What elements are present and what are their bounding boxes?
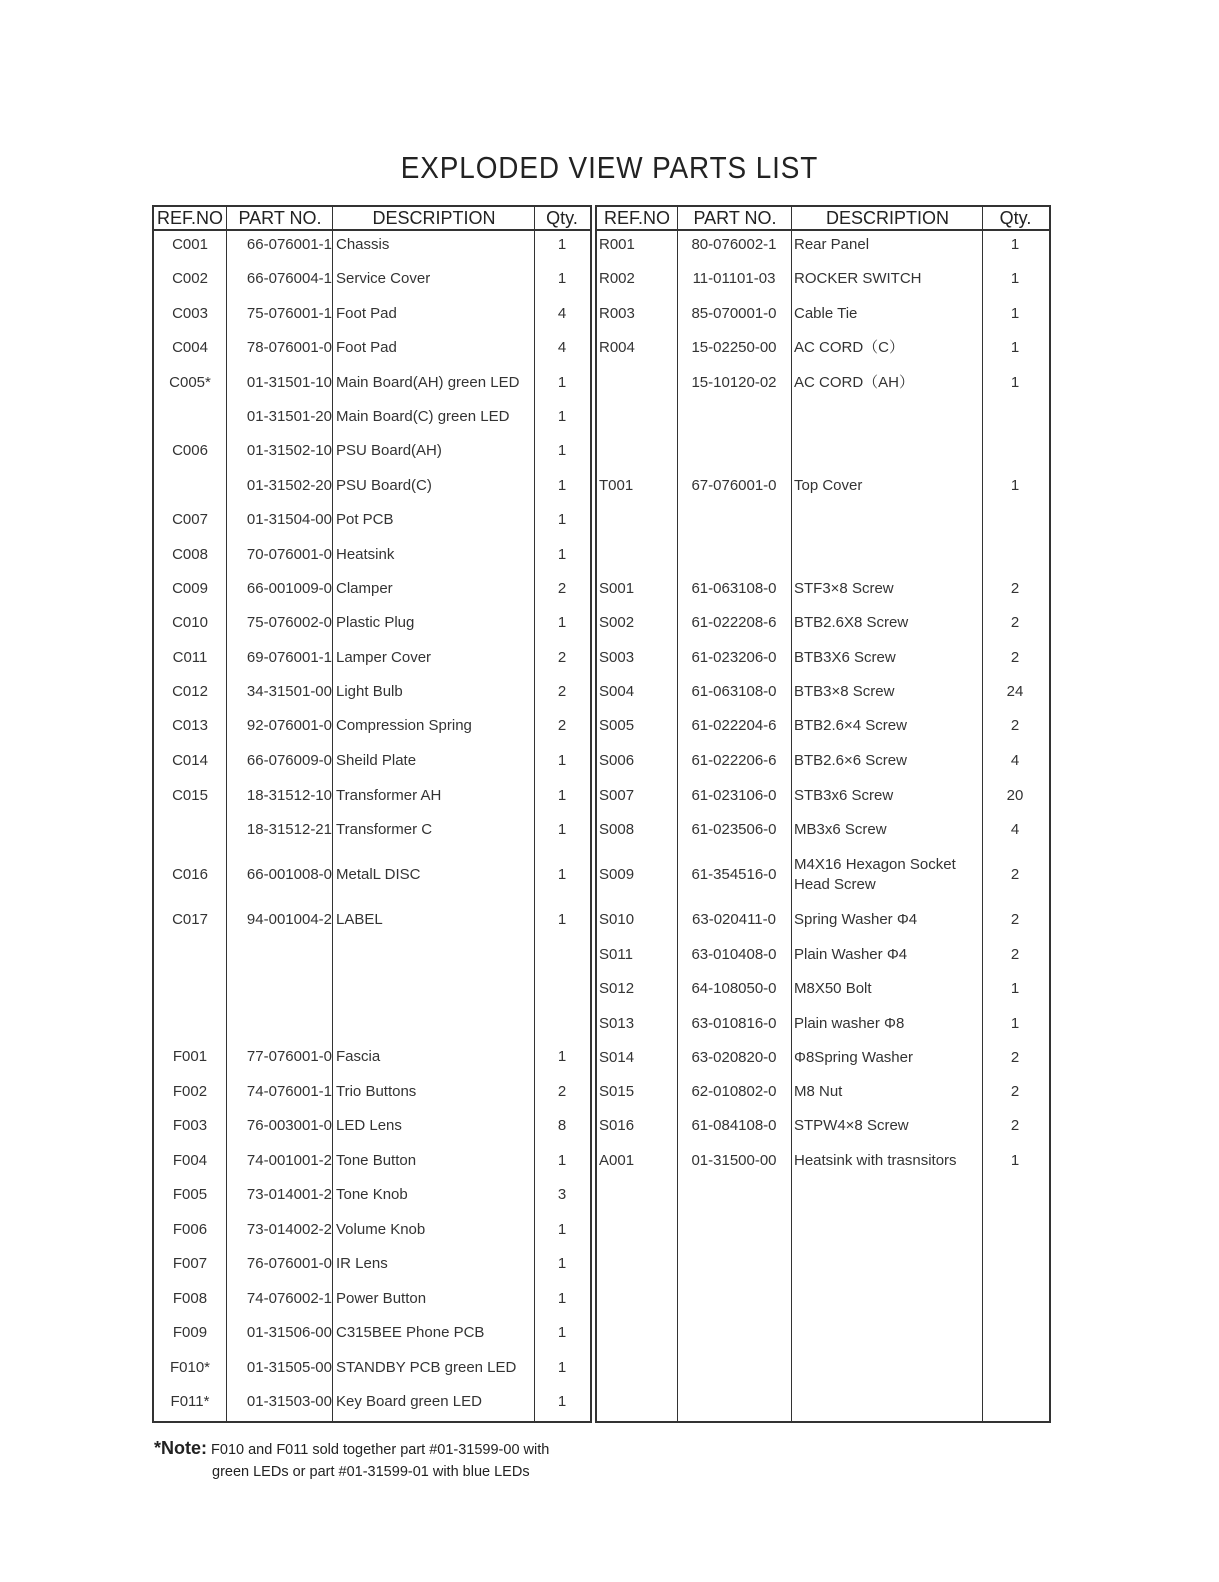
row-ref: S007: [599, 787, 635, 804]
row-desc: Main Board(AH) green LED: [336, 374, 520, 391]
row-part: 73-014001-2: [246, 1186, 332, 1203]
row-part: 63-010408-0: [691, 946, 777, 963]
row-qty: 2: [557, 1083, 567, 1100]
row-ref: [154, 476, 226, 496]
header-ref: REF.NO: [603, 208, 670, 228]
row-ref: C003: [172, 305, 208, 322]
row-qty: 1: [557, 1152, 567, 1169]
row-desc: Φ8Spring Washer: [794, 1049, 913, 1066]
row-desc: PSU Board(C): [336, 477, 432, 494]
row-ref: R004: [599, 339, 635, 356]
row-qty: 1: [557, 511, 567, 528]
row-part: 76-076001-0: [246, 1255, 332, 1272]
row-part: 61-022204-6: [691, 717, 777, 734]
row-ref: S002: [599, 614, 635, 631]
row-qty: 1: [557, 477, 567, 494]
row-qty: 2: [1010, 1083, 1020, 1100]
row-desc: Tone Button: [336, 1152, 417, 1169]
row-desc: BTB2.6×6 Screw: [794, 752, 907, 769]
row-part: 63-020820-0: [691, 1049, 777, 1066]
row-qty: 1: [557, 408, 567, 425]
row-desc: Main Board(C) green LED: [336, 408, 510, 425]
row-desc: BTB3X6 Screw: [794, 649, 896, 666]
row-ref: F011*: [170, 1393, 210, 1410]
row-desc: LED Lens: [336, 1117, 402, 1134]
row-part: 66-001008-0: [246, 866, 332, 883]
row-part: 94-001004-2: [246, 911, 332, 928]
row-part: 61-063108-0: [691, 580, 777, 597]
row-desc: Plain washer Φ8: [794, 1015, 905, 1032]
row-qty: 1: [557, 911, 567, 928]
row-part: 01-31502-10: [246, 442, 332, 459]
row-ref: [154, 820, 226, 840]
row-desc: Spring Washer Φ4: [794, 911, 918, 928]
parts-table-right: [595, 205, 1051, 1423]
row-desc: MB3x6 Screw: [794, 821, 887, 838]
row-qty: 1: [1010, 1152, 1020, 1169]
row-qty: 20: [1006, 787, 1024, 804]
row-desc: C315BEE Phone PCB: [336, 1324, 485, 1341]
row-qty: 1: [557, 787, 567, 804]
row-ref: [599, 373, 677, 393]
row-ref: S013: [599, 1015, 635, 1032]
row-qty: 1: [1010, 477, 1020, 494]
row-desc: M8X50 Bolt: [794, 980, 872, 997]
row-part: 66-076004-1: [246, 270, 332, 287]
header-qty: Qty.: [546, 208, 578, 228]
row-ref: C017: [172, 911, 208, 928]
row-desc: Cable Tie: [794, 305, 858, 322]
row-part: 75-076001-1: [246, 305, 332, 322]
row-ref: F001: [172, 1048, 208, 1065]
row-ref: C006: [172, 442, 208, 459]
row-desc: Heatsink: [336, 546, 395, 563]
row-desc: Key Board green LED: [336, 1393, 482, 1410]
row-part: 01-31506-00: [246, 1324, 332, 1341]
row-part: 78-076001-0: [246, 339, 332, 356]
row-desc: STB3x6 Screw: [794, 787, 894, 804]
row-part: 61-022208-6: [691, 614, 777, 631]
row-part: 11-01101-03: [692, 270, 776, 287]
row-ref: S003: [599, 649, 635, 666]
row-qty: 1: [557, 1324, 567, 1341]
row-desc: STANDBY PCB green LED: [336, 1359, 517, 1376]
row-ref: S006: [599, 752, 635, 769]
row-desc: Clamper: [336, 580, 393, 597]
row-qty: 8: [557, 1117, 567, 1134]
row-qty: 1: [557, 1393, 567, 1410]
note-line1: F010 and F011 sold together part #01-31599-00 with: [207, 1442, 550, 1458]
row-part: 01-31505-00: [246, 1359, 332, 1376]
row-ref: C008: [172, 546, 208, 563]
row-desc: Top Cover: [794, 477, 863, 494]
row-qty: 2: [1010, 580, 1020, 597]
row-desc: Lamper Cover: [336, 649, 432, 666]
parts-table-left: [152, 205, 592, 1423]
row-qty: 2: [1010, 649, 1020, 666]
row-qty: 1: [557, 821, 567, 838]
row-part: 80-076002-1: [691, 236, 777, 253]
row-desc: Trio Buttons: [336, 1083, 417, 1100]
header-description: DESCRIPTION: [825, 208, 949, 228]
row-ref: R001: [599, 236, 635, 253]
row-ref: S001: [599, 580, 635, 597]
row-qty: 1: [557, 1048, 567, 1065]
row-desc: Tone Knob: [336, 1186, 408, 1203]
row-ref: C007: [172, 511, 208, 528]
row-part: 66-076001-1: [246, 236, 332, 253]
row-ref: R002: [599, 270, 635, 287]
note-line2: green LEDs or part #01-31599-01 with blue LEDs: [212, 1464, 530, 1480]
row-qty: 2: [1010, 911, 1020, 928]
row-qty: 1: [1010, 305, 1020, 322]
row-part: 62-010802-0: [691, 1083, 777, 1100]
row-qty: 4: [557, 339, 567, 356]
row-desc: Heatsink with trasnsitors: [794, 1152, 957, 1169]
row-part: 63-010816-0: [691, 1015, 777, 1032]
row-qty: 2: [1010, 1049, 1020, 1066]
row-desc: IR Lens: [336, 1255, 388, 1272]
row-qty: 2: [1010, 946, 1020, 963]
row-desc: M4X16 Hexagon Socket Head Screw: [794, 856, 956, 893]
row-ref: A001: [599, 1152, 635, 1169]
row-part: 69-076001-1: [246, 649, 332, 666]
row-qty: 2: [1010, 1117, 1020, 1134]
row-desc: BTB2.6×4 Screw: [794, 717, 907, 734]
row-part: 01-31504-00: [246, 511, 332, 528]
row-part: 18-31512-10: [246, 787, 332, 804]
row-part: 01-31502-20: [246, 477, 332, 494]
row-part: 64-108050-0: [691, 980, 777, 997]
row-part: 61-023106-0: [691, 787, 777, 804]
row-desc: Volume Knob: [336, 1221, 426, 1238]
row-qty: 1: [557, 270, 567, 287]
row-part: 74-076001-1: [246, 1083, 332, 1100]
row-qty: 4: [1010, 821, 1020, 838]
row-part: 61-084108-0: [691, 1117, 777, 1134]
row-desc: Power Button: [336, 1290, 427, 1307]
row-qty: 1: [557, 374, 567, 391]
row-ref: C001: [172, 236, 208, 253]
row-ref: F003: [172, 1117, 208, 1134]
row-ref: R003: [599, 305, 635, 322]
row-ref: S008: [599, 821, 635, 838]
row-part: 01-31501-20: [246, 408, 332, 425]
row-desc: AC CORD（C）: [794, 339, 905, 356]
header-description: DESCRIPTION: [372, 208, 496, 228]
row-desc: BTB2.6X8 Screw: [794, 614, 909, 631]
row-ref: S004: [599, 683, 635, 700]
row-desc: Transformer C: [336, 821, 433, 838]
row-part: 85-070001-0: [691, 305, 777, 322]
note-label: *Note:: [154, 1438, 207, 1458]
row-ref: S010: [599, 911, 635, 928]
header-part: PART NO.: [693, 208, 777, 228]
row-part: 61-063108-0: [691, 683, 777, 700]
row-part: 18-31512-21: [246, 821, 332, 838]
row-qty: 24: [1006, 683, 1024, 700]
row-qty: 2: [557, 649, 567, 666]
row-part: 92-076001-0: [246, 717, 332, 734]
row-part: 66-076009-0: [246, 752, 332, 769]
row-qty: 2: [1010, 866, 1020, 883]
row-ref: C016: [172, 866, 208, 883]
row-ref: F007: [172, 1255, 208, 1272]
row-part: 74-076002-1: [246, 1290, 332, 1307]
row-desc: STF3×8 Screw: [794, 580, 894, 597]
row-ref: C004: [172, 339, 208, 356]
row-part: 61-354516-0: [691, 866, 777, 883]
row-part: 34-31501-00: [246, 683, 332, 700]
row-desc: Chassis: [336, 236, 390, 253]
row-ref: S009: [599, 866, 635, 883]
row-part: 15-10120-02: [691, 374, 777, 391]
row-desc: Compression Spring: [336, 717, 472, 734]
row-part: 73-014002-2: [246, 1221, 332, 1238]
row-desc: Rear Panel: [794, 236, 870, 253]
row-ref: S014: [599, 1049, 635, 1066]
row-part: 61-023506-0: [691, 821, 777, 838]
row-qty: 2: [557, 717, 567, 734]
row-desc: Pot PCB: [336, 511, 394, 528]
footnote: [154, 1437, 549, 1483]
row-ref: F009: [172, 1324, 208, 1341]
row-qty: 1: [557, 752, 567, 769]
row-desc: Plain Washer Φ4: [794, 946, 908, 963]
row-qty: 1: [557, 1255, 567, 1272]
row-qty: 1: [1010, 980, 1020, 997]
row-qty: 1: [1010, 236, 1020, 253]
row-ref: C009: [172, 580, 208, 597]
row-desc: M8 Nut: [794, 1083, 843, 1100]
row-ref: F006: [172, 1221, 208, 1238]
row-ref: S011: [599, 946, 633, 963]
row-qty: 2: [557, 683, 567, 700]
row-part: 63-020411-0: [692, 911, 776, 928]
row-ref: S016: [599, 1117, 635, 1134]
row-ref: C005*: [169, 374, 211, 391]
row-ref: C014: [172, 752, 208, 769]
row-qty: 1: [557, 1359, 567, 1376]
row-qty: 1: [1010, 339, 1020, 356]
row-desc: Service Cover: [336, 270, 431, 287]
row-qty: 4: [1010, 752, 1020, 769]
row-ref: C010: [172, 614, 208, 631]
row-part: 67-076001-0: [691, 477, 777, 494]
row-desc: STPW4×8 Screw: [794, 1117, 909, 1134]
row-desc: MetalL DISC: [336, 866, 421, 883]
row-desc: Fascia: [336, 1048, 381, 1065]
row-qty: 2: [557, 580, 567, 597]
row-ref: C013: [172, 717, 208, 734]
row-qty: 4: [557, 305, 567, 322]
row-qty: 2: [1010, 614, 1020, 631]
row-ref: F004: [172, 1152, 208, 1169]
row-part: 15-02250-00: [691, 339, 777, 356]
page-title: EXPLODED VIEW PARTS LIST: [400, 150, 819, 185]
row-ref: F002: [172, 1083, 208, 1100]
row-part: 01-31501-10: [246, 374, 332, 391]
row-part: 76-003001-0: [246, 1117, 332, 1134]
row-part: 61-022206-6: [691, 752, 777, 769]
row-part: 61-023206-0: [691, 649, 777, 666]
row-ref: [154, 407, 226, 427]
row-part: 66-001009-0: [246, 580, 332, 597]
row-desc: LABEL: [336, 911, 383, 928]
row-desc: Transformer AH: [336, 787, 442, 804]
header-part: PART NO.: [238, 208, 322, 228]
row-desc: AC CORD（AH）: [794, 374, 915, 391]
row-desc: Foot Pad: [336, 305, 397, 322]
row-qty: 1: [1010, 270, 1020, 287]
row-qty: 3: [557, 1186, 567, 1203]
row-desc: Plastic Plug: [336, 614, 415, 631]
row-part: 70-076001-0: [246, 546, 332, 563]
row-ref: T001: [599, 477, 634, 494]
row-qty: 1: [1010, 1015, 1020, 1032]
row-desc: Sheild Plate: [336, 752, 417, 769]
row-ref: S005: [599, 717, 635, 734]
row-ref: C002: [172, 270, 208, 287]
row-desc: Light Bulb: [336, 683, 403, 700]
header-qty: Qty.: [999, 208, 1032, 228]
row-part: 01-31500-00: [691, 1152, 777, 1169]
row-ref: F008: [172, 1290, 208, 1307]
row-ref: C011: [172, 649, 208, 666]
row-desc: PSU Board(AH): [336, 442, 442, 459]
row-ref: S015: [599, 1083, 635, 1100]
row-qty: 1: [557, 1221, 567, 1238]
row-qty: 1: [557, 236, 567, 253]
row-qty: 1: [557, 1290, 567, 1307]
row-qty: 1: [557, 442, 567, 459]
row-qty: 1: [557, 546, 567, 563]
row-part: 77-076001-0: [246, 1048, 332, 1065]
row-ref: C012: [172, 683, 208, 700]
row-ref: F010*: [169, 1359, 211, 1376]
row-ref: F005: [172, 1186, 208, 1203]
row-part: 01-31503-00: [246, 1393, 332, 1410]
header-ref: REF.NO: [156, 208, 223, 228]
row-ref: S012: [599, 980, 635, 997]
row-part: 75-076002-0: [246, 614, 332, 631]
row-desc: BTB3×8 Screw: [794, 683, 895, 700]
row-qty: 1: [557, 866, 567, 883]
row-ref: C015: [172, 787, 208, 804]
row-part: 74-001001-2: [246, 1152, 332, 1169]
row-desc: ROCKER SWITCH: [794, 270, 922, 287]
row-desc: Foot Pad: [336, 339, 397, 356]
row-qty: 1: [557, 614, 567, 631]
row-qty: 1: [1010, 374, 1020, 391]
row-qty: 2: [1010, 717, 1020, 734]
